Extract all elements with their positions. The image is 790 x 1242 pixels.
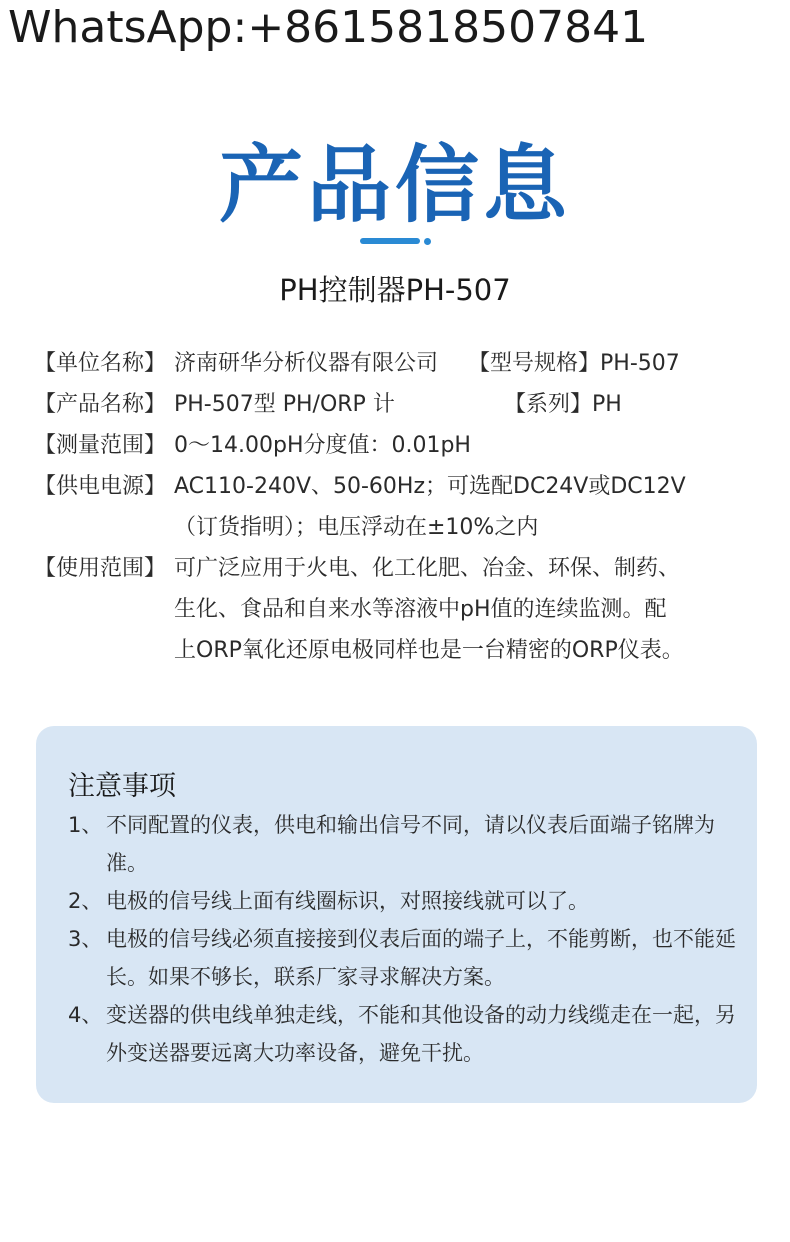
- info-row-power: [34, 466, 764, 507]
- title-underline-dot: [424, 238, 431, 245]
- power-value-line-1: AC110-240V、50-60Hz；可选配DC24V或DC12V: [174, 474, 686, 499]
- unit-value: 济南研华分析仪器有限公司: [174, 351, 439, 376]
- notice-item-text: 电极的信号线上面有线圈标识，对照接线就可以了。: [106, 889, 589, 913]
- notice-item: [68, 882, 748, 920]
- product-info: [34, 343, 764, 671]
- series-value: PH: [592, 392, 622, 417]
- notice-item-number: 2、: [68, 889, 103, 913]
- usage-value-line-2: 生化、食品和自来水等溶液中pH值的连续监测。配: [174, 597, 667, 622]
- page-title: 产品信息: [218, 136, 571, 234]
- notice-item: [68, 806, 748, 882]
- notice-item: [68, 920, 748, 996]
- product-label: 【产品名称】: [34, 392, 167, 417]
- range-value: 0～14.00pH分度值：0.01pH: [174, 433, 471, 458]
- product-subtitle: PH控制器PH-507: [279, 273, 511, 307]
- product-value: PH-507型 PH/ORP 计: [174, 392, 395, 417]
- title-underline: [360, 238, 420, 244]
- model-label: 【型号规格】: [468, 351, 601, 376]
- power-value-line-2: （订货指明）；电压浮动在±10%之内: [174, 515, 539, 540]
- notice-item-number: 4、: [68, 1003, 103, 1027]
- whatsapp-watermark: WhatsApp:+8615818507841: [8, 2, 649, 53]
- info-row-product: [34, 384, 764, 425]
- usage-label: 【使用范围】: [34, 556, 167, 581]
- usage-value-line-3: 上ORP氧化还原电极同样也是一台精密的ORP仪表。: [174, 638, 684, 663]
- notice-item-text: 变送器的供电线单独走线，不能和其他设备的动力线缆走在一起，另外变送器要远离大功率设备，避免干扰。: [106, 1003, 736, 1065]
- power-label: 【供电电源】: [34, 474, 167, 499]
- notice-item-text: 不同配置的仪表，供电和输出信号不同，请以仪表后面端子铭牌为准。: [106, 813, 715, 875]
- model-value: PH-507: [600, 351, 680, 376]
- notice-title: 注意事项: [68, 771, 176, 802]
- usage-value-line-1: 可广泛应用于火电、化工化肥、冶金、环保、制药、: [174, 556, 681, 581]
- info-row-unit: [34, 343, 764, 384]
- notice-item-number: 3、: [68, 927, 103, 951]
- series-label: 【系列】: [504, 392, 593, 417]
- notice-list: [68, 806, 748, 1072]
- info-row-range: [34, 425, 764, 466]
- notice-item: [68, 996, 748, 1072]
- notice-box: [36, 726, 757, 1103]
- unit-label: 【单位名称】: [34, 351, 167, 376]
- range-label: 【测量范围】: [34, 433, 167, 458]
- info-row-usage: [34, 548, 764, 589]
- notice-item-text: 电极的信号线必须直接接到仪表后面的端子上，不能剪断，也不能延长。如果不够长，联系厂家寻求解决方案。: [106, 927, 736, 989]
- notice-item-number: 1、: [68, 813, 103, 837]
